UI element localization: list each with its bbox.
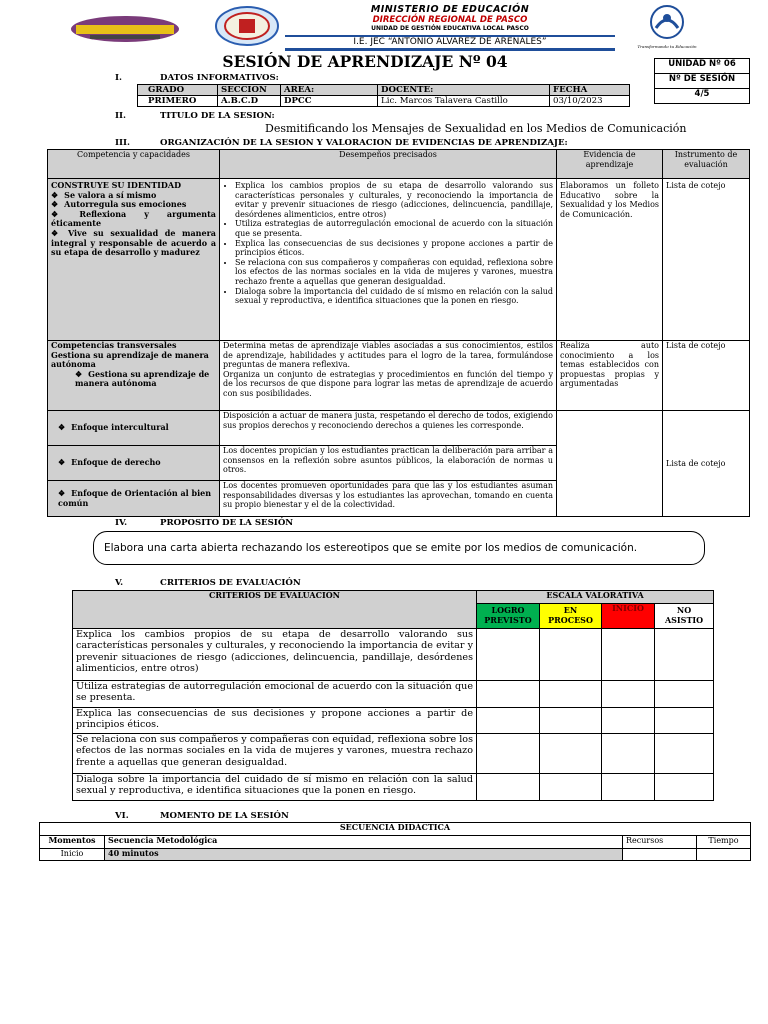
session-title-value: Desmitificando los Mensajes de Sexualidad en los Medios de Comunicación: [265, 122, 687, 135]
approach-name: ❖ Enfoque de Orientación al bien común: [48, 481, 220, 517]
education-logo-right: [632, 4, 702, 48]
sequence-resources: [623, 849, 697, 861]
sequence-header-moments: Momentos: [40, 836, 105, 849]
sequence-duration: 40 minutos: [105, 849, 623, 861]
checkbox-cell[interactable]: [477, 774, 540, 801]
performance-item: • Se relaciona con sus compañeros y compañeras con equidad, reflexiona sobre los efectos de las normas sociales en la vida de mujeres y varones, muestra rechazo frente a aquellas que generan desigualdad.: [235, 258, 553, 287]
section-2-title: TITULO DE LA SESION:: [160, 111, 275, 121]
approach-text: Los docentes promueven oportunidades para que las y los estudiantes asuman responsabilidades diversas y los estudiantes las aprovechan, tomando en cuenta su propio bienestar y el de la colectividad.: [220, 481, 557, 517]
transversal-subtitle: Gestiona su aprendizaje de manera autónoma: [51, 349, 209, 370]
performance-list: [223, 181, 553, 306]
education-logo-right-graphic: [632, 4, 702, 40]
info-value-area: DPCC: [281, 96, 378, 107]
checkbox-cell[interactable]: [602, 708, 655, 734]
info-header-date: FECHA: [550, 85, 630, 96]
capacity-item: ❖ Autorregula sus emociones: [51, 200, 216, 210]
performance-item: • Dialoga sobre la importancia del cuidado de sí mismo en relación con la salud sexual y reproductiva, e identifica situaciones que la ponen en riesgo.: [235, 287, 553, 306]
org-header-instrument: Instrumento de evaluación: [663, 150, 750, 179]
approach-text: Disposición a actuar de manera justa, respetando el derecho de todos, exigiendo sus propios derechos y reconociendo derechos a quienes les corresponde.: [220, 411, 557, 446]
sequence-moment: Inicio: [40, 849, 105, 861]
ministry-name: MINISTERIO DE EDUCACIÓN: [370, 4, 530, 15]
performance-item: • Utiliza estrategias de autorregulación emocional de acuerdo con la situación que se presenta.: [235, 219, 553, 238]
criterion-row: Dialoga sobre la importancia del cuidado de sí mismo en relación con la salud sexual y reproductiva, e identifica situaciones que la ponen en riesgo.: [73, 774, 477, 801]
performance-item: • Explica las consecuencias de sus decisiones y propone acciones a partir de principios éticos.: [235, 239, 553, 258]
section-1-title: DATOS INFORMATIVOS:: [160, 73, 279, 83]
education-logo-caption: Transformando tu Educación: [637, 44, 697, 49]
competence-title: CONSTRUYE SU IDENTIDAD: [51, 180, 182, 190]
checkbox-cell[interactable]: [477, 734, 540, 774]
criterion-row: Explica los cambios propios de su etapa de desarrollo valorando sus características personales y culturales, y reconociendo la importancia de evitar y prevenir situaciones de riesgo (adicciones, delincuencia, pandillaje, desórdenes alimenticios, entre otros): [73, 629, 477, 681]
section-2-number: II.: [115, 111, 127, 121]
transversal-capacity: ❖ Gestiona su aprendizaje de manera autónoma: [51, 370, 216, 389]
sequence-table: [39, 822, 751, 861]
checkbox-cell[interactable]: [602, 681, 655, 708]
section-5-title: CRITERIOS DE EVALUACIÓN: [160, 578, 301, 588]
purpose-box: [93, 531, 705, 565]
org-header-competence: Competencia y capacidades: [48, 150, 220, 179]
ugel-name: UNIDAD DE GESTIÓN EDUCATIVA LOCAL PASCO: [371, 25, 529, 32]
session-number-label: Nº DE SESIÓN: [655, 74, 750, 89]
checkbox-cell[interactable]: [655, 629, 714, 681]
performance-cell: [220, 179, 557, 341]
section-4-title: PROPOSITO DE LA SESIÓN: [160, 518, 294, 528]
checkbox-cell[interactable]: [477, 681, 540, 708]
sequence-title: SECUENCIA DIDÁCTICA: [40, 823, 751, 836]
checkbox-cell[interactable]: [540, 708, 602, 734]
school-logo-left-graphic: [70, 14, 180, 44]
regional-direction: DIRECCIÓN REGIONAL DE PASCO: [372, 15, 528, 25]
capacity-item: ❖ Se valora a sí mismo: [51, 191, 216, 201]
approaches-evidence-cell: [557, 411, 663, 517]
criteria-table: [72, 590, 714, 801]
capacity-item: ❖ Vive su sexualidad de manera integral y responsable de acuerdo a su etapa de desarrollo y madurez: [51, 229, 216, 258]
checkbox-cell[interactable]: [540, 774, 602, 801]
checkbox-cell[interactable]: [602, 734, 655, 774]
session-number-value: 4/5: [655, 89, 750, 104]
level-in-process: EN PROCESO: [540, 604, 602, 629]
sequence-header-methodology: Secuencia Metodológica: [105, 836, 623, 849]
section-6-title: MOMENTO DE LA SESIÓN: [160, 811, 289, 821]
info-value-date: 03/10/2023: [550, 96, 630, 107]
capacity-item: ❖ Reflexiona y argumenta éticamente: [51, 210, 216, 229]
approach-name: ❖ Enfoque intercultural: [48, 411, 220, 446]
info-header-section: SECCION: [218, 85, 281, 96]
evidence-cell: Elaboramos un folleto Educativo sobre la Sexualidad y los Medios de Comunicación.: [557, 179, 663, 341]
transversal-title: Competencias transversales: [51, 340, 177, 350]
checkbox-cell[interactable]: [477, 708, 540, 734]
info-value-teacher: Lic. Marcos Talavera Castillo: [378, 96, 550, 107]
section-3-number: III.: [115, 138, 131, 148]
school-name: I.E. JEC “ANTONIO ALVAREZ DE ARENALES”: [285, 35, 615, 51]
info-value-grade: PRIMERO: [138, 96, 218, 107]
checkbox-cell[interactable]: [540, 681, 602, 708]
section-6-number: VI.: [115, 811, 129, 821]
competence-cell: [48, 179, 220, 341]
section-5-number: V.: [115, 578, 124, 588]
info-table: [137, 84, 630, 107]
level-absent: NO ASISTIO: [655, 604, 714, 629]
checkbox-cell[interactable]: [477, 629, 540, 681]
criterion-row: Explica las consecuencias de sus decisiones y propone acciones a partir de principios éticos.: [73, 708, 477, 734]
section-4-number: IV.: [115, 518, 128, 528]
scale-header: ESCALA VALORATIVA: [477, 591, 714, 604]
organization-table: [47, 149, 750, 517]
info-header-grade: GRADO: [138, 85, 218, 96]
sequence-header-resources: Recursos: [623, 836, 697, 849]
org-header-evidence: Evidencia de aprendizaje: [557, 150, 663, 179]
performance-item: • Explica los cambios propios de su etapa de desarrollo valorando sus características personales y culturales, y reconociendo la importancia de evitar y prevenir situaciones de riesgo (adicciones, delincuencia, pandillaje, desórdenes alimenticios, entre otros): [235, 181, 553, 219]
institution-crest: [215, 6, 279, 46]
checkbox-cell[interactable]: [655, 734, 714, 774]
sequence-header-time: Tiempo: [697, 836, 751, 849]
school-logo-left: [70, 14, 180, 44]
transversal-competence-cell: [48, 341, 220, 411]
criterion-row: Utiliza estrategias de autorregulación emocional de acuerdo con la situación que se presenta.: [73, 681, 477, 708]
checkbox-cell[interactable]: [602, 774, 655, 801]
institution-crest-graphic: [215, 6, 279, 46]
transversal-instrument: Lista de cotejo: [663, 341, 750, 411]
section-3-title: ORGANIZACIÓN DE LA SESION Y VALORACION DE EVIDENCIAS DE APRENDIZAJE:: [160, 138, 568, 148]
transversal-performance: Determina metas de aprendizaje viables asociadas a sus conocimientos, estilos de aprendizaje, habilidades y actitudes para el logro de la tarea, formulándose preguntas de manera reflexiva. Organiza un conjunto de estrategias y procedimientos en función del tiempo y de los recursos de que dispone para lograr las metas de aprendizaje de acuerdo con sus posibilidades.: [220, 341, 557, 411]
page-title: SESIÓN DE APRENDIZAJE Nº 04: [222, 52, 508, 71]
header-text: [285, 4, 615, 51]
org-header-performance: Desempeños precisados: [220, 150, 557, 179]
checkbox-cell[interactable]: [655, 681, 714, 708]
level-achieved: LOGRO PREVISTO: [477, 604, 540, 629]
approach-text: Los docentes propician y los estudiantes practican la deliberación para arribar a consensos en la reflexión sobre asuntos públicos, la elaboración de normas u otros.: [220, 446, 557, 481]
unit-number: UNIDAD Nº 06: [655, 59, 750, 74]
checkbox-cell[interactable]: [602, 629, 655, 681]
checkbox-cell[interactable]: [540, 734, 602, 774]
instrument-cell: Lista de cotejo: [663, 179, 750, 341]
level-start: INICIO: [602, 604, 655, 629]
info-header-area: AREA:: [281, 85, 378, 96]
approaches-instrument-cell: Lista de cotejo: [663, 411, 750, 517]
criteria-header: CRITERIOS DE EVALUACIÓN: [73, 591, 477, 629]
checkbox-cell[interactable]: [655, 708, 714, 734]
checkbox-cell[interactable]: [540, 629, 602, 681]
approach-name: ❖ Enfoque de derecho: [48, 446, 220, 481]
sequence-time: [697, 849, 751, 861]
unit-box: [654, 58, 750, 104]
purpose-text: Elabora una carta abierta rechazando los estereotipos que se emite por los medios de comunicación.: [104, 542, 638, 554]
info-value-section: A.B.C.D: [218, 96, 281, 107]
section-1-number: I.: [115, 73, 123, 83]
transversal-evidence: Realiza auto conocimiento a los temas establecidos con propuestas propias y argumentadas: [557, 341, 663, 411]
criterion-row: Se relaciona con sus compañeros y compañeras con equidad, reflexiona sobre los efectos de las normas sociales en la vida de mujeres y varones, muestra rechazo frente a aquellas que generan desigualdad.: [73, 734, 477, 774]
checkbox-cell[interactable]: [655, 774, 714, 801]
info-header-teacher: DOCENTE:: [378, 85, 550, 96]
